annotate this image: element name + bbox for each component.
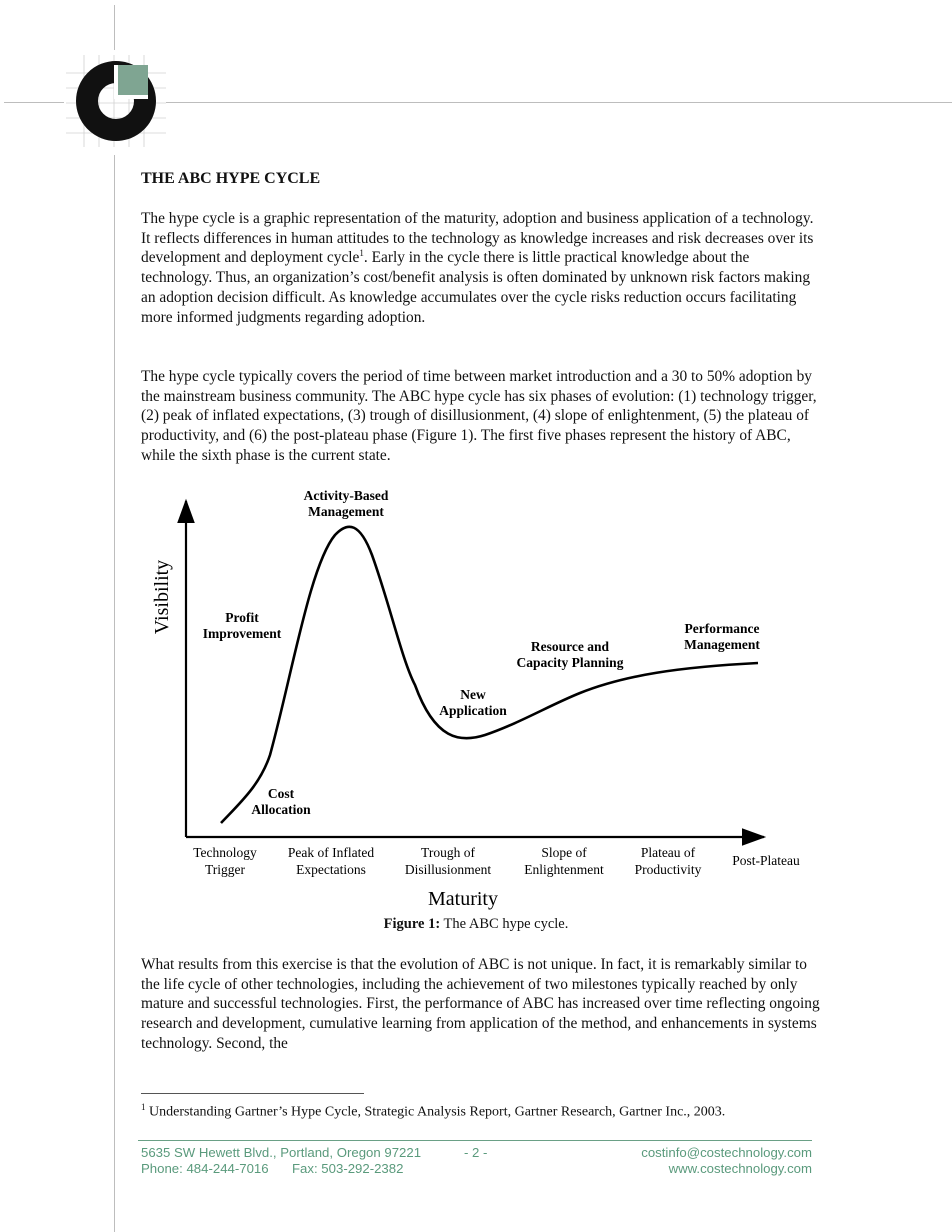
footer-email[interactable]: costinfo@costechnology.com (641, 1145, 812, 1160)
paragraph-1 (141, 209, 821, 327)
footnote (141, 1102, 725, 1121)
section-title: THE ABC HYPE CYCLE (141, 170, 321, 187)
annotation-resource-planning-a: Resource and (530, 639, 610, 654)
margin-line-bottom (114, 155, 115, 1232)
x-axis-title: Maturity (428, 888, 498, 910)
hype-cycle-figure (140, 485, 820, 915)
header-line-right (166, 102, 952, 103)
figure-caption (0, 916, 952, 933)
footnote-rule (141, 1093, 364, 1094)
footer-address: 5635 SW Hewett Blvd., Portland, Oregon 97221 (141, 1145, 422, 1160)
annotation-abm-a: Activity-Based (303, 488, 389, 503)
phase-label-2-b: Expectations (296, 862, 366, 877)
footnote-text: Understanding Gartner’s Hype Cycle, Strategic Analysis Report, Gartner Research, Gartner Inc., 2003. (145, 1104, 726, 1120)
y-axis-title: Visibility (151, 559, 173, 635)
company-logo-icon (66, 55, 166, 147)
annotation-performance-management-b: Management (684, 637, 760, 652)
hype-curve (221, 527, 758, 823)
phase-label-3-a: Trough of (421, 845, 475, 860)
annotation-cost-allocation-a: Cost (267, 786, 295, 801)
annotation-performance-management-a: Performance (684, 621, 760, 636)
phase-label-2-a: Peak of Inflated (287, 845, 375, 860)
paragraph-2: The hype cycle typically covers the period of time between market introduction and a 30 to 50% adoption by the mainstream business community. The ABC hype cycle has six phases of evolution: (1) technology trigger, (2) peak of inflated expectations, (3) trough of disillusionment, (4) slope of enlightenment, (5) the plateau of productivity, and (6) the post-plateau phase (Figure 1). The first five phases represent the history of ABC, while the sixth phase is the current state. (141, 368, 817, 464)
footer-website[interactable]: www.costechnology.com (668, 1161, 812, 1176)
annotation-resource-planning-b: Capacity Planning (516, 655, 624, 670)
annotation-profit-improvement-a: Profit (225, 610, 259, 625)
annotation-abm-b: Management (308, 504, 384, 519)
margin-line-top (114, 5, 115, 50)
footnote-ref: 1 (359, 248, 364, 259)
annotation-cost-allocation-b: Allocation (251, 802, 311, 817)
phase-label-5-a: Plateau of (640, 845, 696, 860)
phase-label-6-a: Post-Plateau (732, 853, 800, 868)
phase-label (193, 845, 800, 877)
phase-label-1-b: Trigger (204, 862, 246, 877)
footer-phone: Phone: 484-244-7016 (141, 1161, 269, 1176)
phase-label-5-b: Productivity (634, 862, 702, 877)
phase-label-3-b: Disillusionment (404, 862, 492, 877)
footnote-marker: 1 (141, 1102, 146, 1112)
figure-caption-text: The ABC hype cycle. (440, 916, 569, 932)
phase-label-4-a: Slope of (541, 845, 587, 860)
figure-caption-label: Figure 1: (383, 916, 441, 932)
phase-label-4-b: Enlightenment (524, 862, 604, 877)
header-line-left (4, 102, 64, 103)
annotation-profit-improvement-b: Improvement (202, 626, 282, 641)
phase-label-1-a: Technology (193, 845, 257, 860)
paragraph-3: What results from this exercise is that the evolution of ABC is not unique. In fact, it is remarkably similar to the life cycle of other technologies, including the achievement of two milestones typically reached by only mature and successful technologies. First, the performance of ABC has increased over time reflecting ongoing research and development, cumulative learning from application of the method, and enhancements in systems technology. Second, the (141, 956, 820, 1052)
annotation-new-application-b: Application (439, 703, 507, 718)
paragraph-1-text: The hype cycle is a graphic representation of the maturity, adoption and business application of a technology. It reflects differences in human attitudes to the technology as knowledge increases and risk decreases over its development and deployment cycle (141, 210, 814, 267)
footer-fax: Fax: 503-292-2382 (292, 1161, 404, 1176)
annotation-new-application-a: New (460, 687, 486, 702)
footer-rule (138, 1140, 812, 1141)
paragraph-1-end: . Early in the cycle there is little practical knowledge about the technology. Thus, an organization’s cost/benefit analysis is often dominated by unknown risk factors making an adoption decision difficult. As knowledge accumulates over the cycle risks reduction occurs facilitating more informed judgments regarding adoption. (141, 249, 811, 326)
footer-page-number: - 2 - (464, 1145, 488, 1160)
